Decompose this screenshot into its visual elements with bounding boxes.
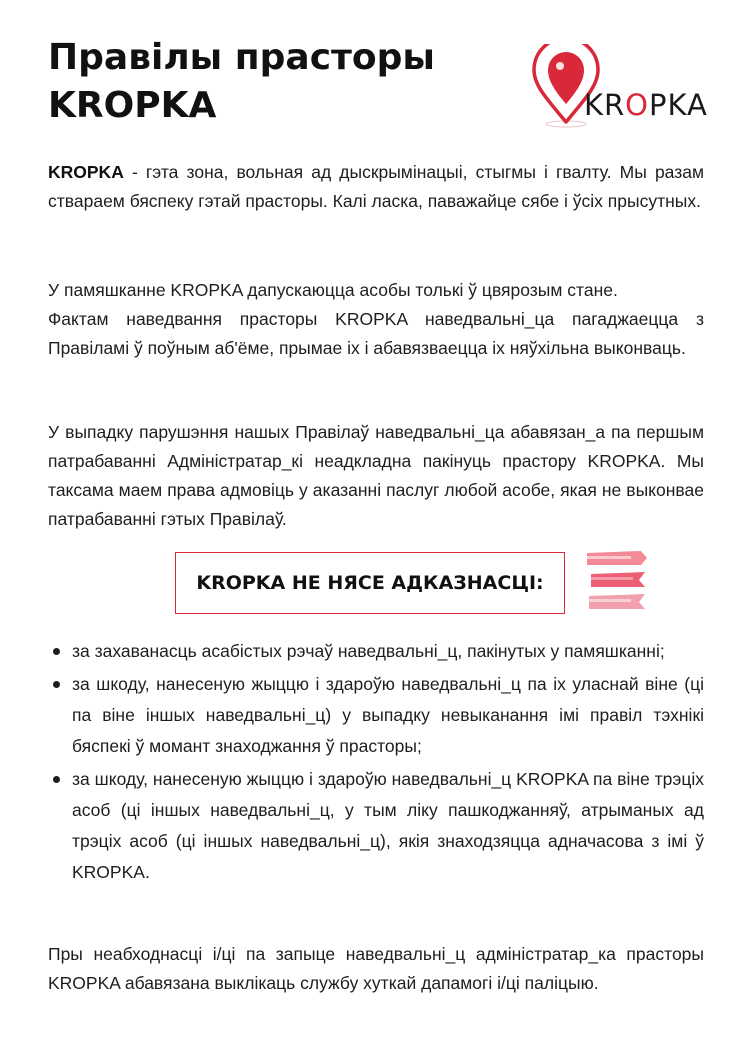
- violation-paragraph: У выпадку парушэння нашых Правілаў наведвальні_ца абавязан_а па першым патрабаванні Адміністратар_кі неадкладна пакінуць прастору KROPKA. Мы таксама маем права адмовіць у аказанні паслуг любой асобе, якая не выконвае патрабаванні гэтых Правілаў.: [48, 422, 704, 529]
- sobriety-line: У памяшканне KROPKA дапускаюцца асобы толькі ў цвярозым стане.: [48, 280, 618, 300]
- bullet-dot-icon: [53, 776, 60, 783]
- notice-title: KROPKA НЕ НЯСЕ АДКАЗНАСЦІ:: [196, 572, 544, 594]
- intro-paragraph: [48, 158, 704, 216]
- page-title-line-2: KROPKA: [48, 85, 217, 126]
- liability-list: [48, 636, 704, 890]
- page-title: [48, 34, 435, 130]
- ribbon-flags-icon: [585, 548, 651, 618]
- sobriety-paragraph: [48, 276, 704, 363]
- bullet-dot-icon: [53, 681, 60, 688]
- logo-wordmark: KROPKA: [584, 88, 708, 122]
- page-title-line-1: Правілы прасторы: [48, 37, 435, 78]
- intro-brand: KROPKA: [48, 162, 124, 182]
- intro-text: - гэта зона, вольная ад дыскрымінацыі, стыгмы і гвалту. Мы разам ствараем бяспеку гэтай прасторы. Калі ласка, паважайце сябе і ўсіх прысутных.: [48, 162, 704, 211]
- emergency-paragraph: Пры неабходнасці і/ці па запыце наведвальні_ц адміністратар_ка прасторы KROPKA абавязана выклікаць службу хуткай дапамогі і/ці паліцыю.: [48, 944, 704, 993]
- notice-box: [175, 552, 565, 614]
- list-item: за шкоду, нанесеную жыццю і здароўю наведвальні_ц па іх уласнай віне (ці па віне іншых наведвальні_ц) у выпадку невыканання імі правіл тэхнікі бяспекі ў момант знаходжання ў прасторы;: [48, 669, 704, 762]
- list-item: за шкоду, нанесеную жыццю і здароўю наведвальні_ц KROPKA па віне трэціх асоб (ці іншых наведвальні_ц, у тым ліку пашкоджанняў, атрыманых ад трэціх асоб (ці іншых наведвальні_ц), якія знаходзяцца адначасова з імі ў KROPKA.: [48, 764, 704, 888]
- agreement-text: Фактам наведвання прасторы KROPKA наведвальні_ца пагаджаецца з Правіламі ў поўным аб'ёме, прымае іх і абавязваецца іх няўхільна выконваць.: [48, 309, 704, 358]
- list-item: за захаванасць асабістых рэчаў наведвальні_ц, пакінутых у памяшканні;: [48, 636, 704, 667]
- bullet-dot-icon: [53, 648, 60, 655]
